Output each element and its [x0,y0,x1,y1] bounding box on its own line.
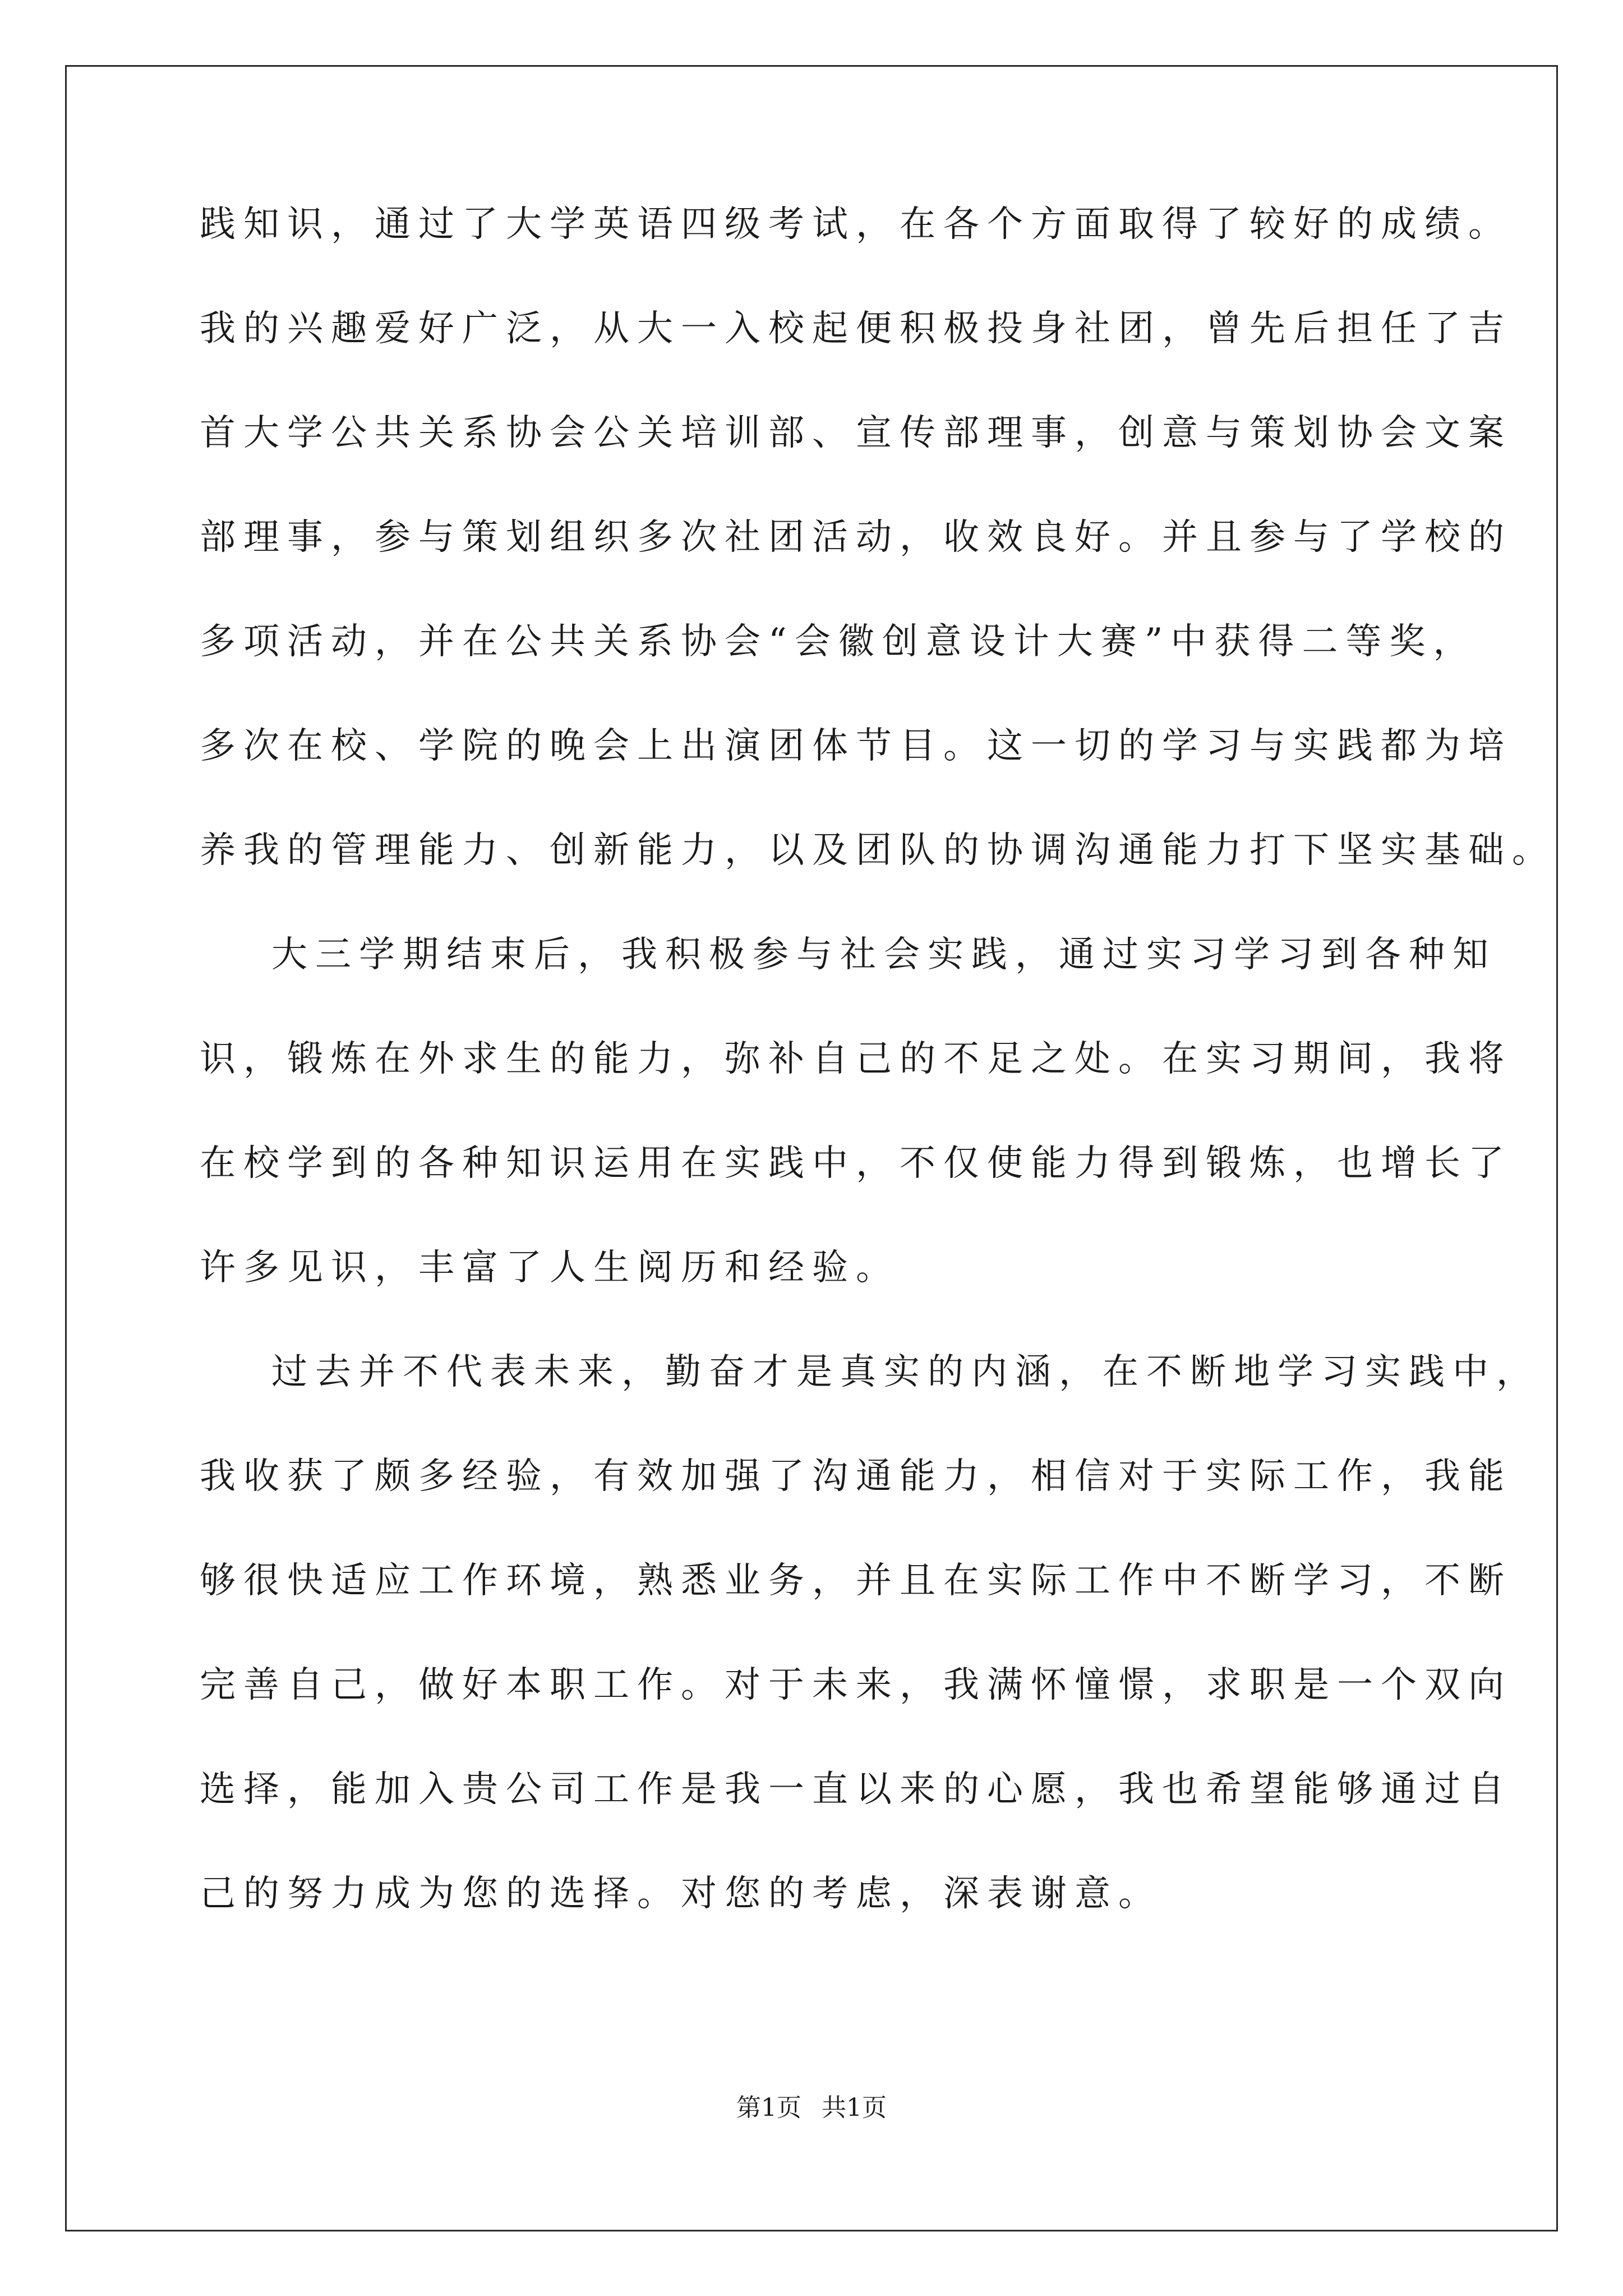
paragraph-first-line: 大三学期结束后，我积极参与社会实践，通过实习学习到各种知 [271,934,1496,976]
text-line: 我收获了颇多经验，有效加强了沟通能力，相信对于实际工作，我能 [200,1456,1512,1497]
page-total: 共1页 [822,2093,887,2122]
text-line: 许多见识，丰富了人生阅历和经验。 [200,1247,900,1289]
text-line: 践知识，通过了大学英语四级考试，在各个方面取得了较好的成绩。 [200,204,1512,245]
text-line: 在校学到的各种知识运用在实践中，不仅使能力得到锻炼，也增长了 [200,1143,1512,1184]
text-line: 首大学公共关系协会公关培训部、宣传部理事，创意与策划协会文案 [200,412,1512,454]
page-number: 第1页 [736,2093,801,2122]
page-footer [0,2092,1623,2124]
text-line: 多项活动，并在公共关系协会“会徽创意设计大赛”中获得二等奖， [200,621,1477,662]
paragraph-first-line: 过去并不代表未来，勤奋才是真实的内涵，在不断地学习实践中， [271,1351,1540,1393]
text-line: 多次在校、学院的晚会上出演团体节目。这一切的学习与实践都为培 [200,725,1512,767]
text-line: 识，锻炼在外求生的能力，弥补自己的不足之处。在实习期间，我将 [200,1038,1512,1080]
text-line: 够很快适应工作环境，熟悉业务，并且在实际工作中不断学习，不断 [200,1560,1512,1602]
text-line: 己的努力成为您的选择。对您的考虑，深表谢意。 [200,1873,1162,1915]
text-line: 完善自己，做好本职工作。对于未来，我满怀憧憬，求职是一个双向 [200,1664,1512,1706]
text-line: 我的兴趣爱好广泛，从大一入校起便积极投身社团，曾先后担任了吉 [200,308,1512,349]
text-line: 选择，能加入贵公司工作是我一直以来的心愿，我也希望能够通过自 [200,1769,1512,1810]
text-line: 部理事，参与策划组织多次社团活动，收效良好。并且参与了学校的 [200,517,1512,558]
text-line: 养我的管理能力、创新能力，以及团队的协调沟通能力打下坚实基础。 [200,830,1556,871]
